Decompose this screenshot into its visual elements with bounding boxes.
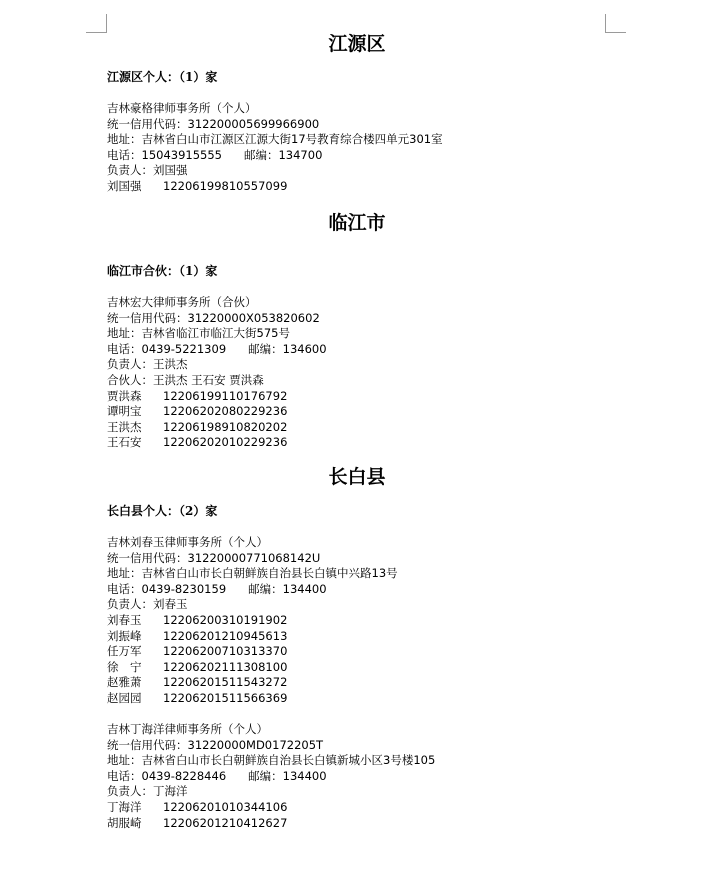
member-name: 徐 宁 (107, 659, 142, 674)
firm-address: 地址：吉林省白山市长白朝鲜族自治县长白镇中兴路13号 (107, 566, 398, 581)
member-row (107, 389, 327, 405)
firm-postcode: 邮编：134600 (248, 341, 327, 356)
firm-principal: 负责人：丁海洋 (107, 784, 188, 799)
firm-address: 地址：吉林省临江市临江大街575号 (107, 326, 290, 341)
page-corner-mark-top-left (86, 14, 107, 33)
firm-block-dinghaiyang (107, 722, 435, 831)
member-row (107, 613, 398, 629)
firm-contact (107, 148, 443, 164)
member-name: 任万军 (107, 644, 142, 659)
member-name: 刘春玉 (107, 612, 142, 627)
firm-principal: 负责人：刘国强 (107, 163, 188, 178)
section-heading-jiangyuan: 江源区 (328, 33, 386, 55)
member-id: 12206199810557099 (163, 178, 288, 193)
member-id: 12206201511566369 (163, 690, 288, 705)
member-id: 12206201210412627 (163, 815, 288, 830)
member-name: 谭明宝 (107, 404, 142, 419)
firm-postcode: 邮编：134400 (248, 581, 327, 596)
member-id: 12206202080229236 (163, 404, 288, 419)
member-name: 赵雅萧 (107, 675, 142, 690)
firm-phone: 电话：0439-8228446 (107, 768, 227, 783)
member-row (107, 420, 327, 436)
section-subheading-jiangyuan: 江源区个人：（1）家 (107, 70, 218, 84)
firm-phone: 电话：15043915555 (107, 147, 222, 162)
member-id: 12206201010344106 (163, 799, 288, 814)
member-row (107, 675, 398, 691)
member-name: 贾洪森 (107, 388, 142, 403)
member-row (107, 435, 327, 451)
section-subheading-linjiang: 临江市合伙：（1）家 (107, 264, 218, 278)
member-row (107, 800, 435, 816)
page-corner-mark-top-right (605, 14, 626, 33)
member-id: 12206198910820202 (163, 419, 288, 434)
firm-phone: 电话：0439-5221309 (107, 341, 227, 356)
member-row (107, 629, 398, 645)
firm-address: 地址：吉林省白山市江源区江源大街17号教育综合楼四单元301室 (107, 132, 443, 147)
firm-name: 吉林丁海洋律师事务所（个人） (107, 722, 268, 736)
firm-address: 地址：吉林省白山市长白朝鲜族自治县长白镇新城小区3号楼105 (107, 753, 436, 768)
section-heading-changbai: 长白县 (328, 466, 386, 488)
firm-postcode: 邮编：134700 (243, 147, 323, 162)
firm-credit-code: 统一信用代码：31220000MD0172205T (107, 737, 324, 752)
member-id: 12206199110176792 (163, 388, 288, 403)
member-row (107, 179, 443, 195)
firm-phone: 电话：0439-8230159 (107, 581, 227, 596)
firm-credit-code: 统一信用代码：31220000X053820602 (107, 310, 320, 325)
firm-block-haoge (107, 101, 443, 195)
firm-principal: 负责人：刘春玉 (107, 597, 188, 612)
firm-credit-code: 统一信用代码：31220000771068142U (107, 550, 321, 565)
member-id: 12206202010229236 (163, 435, 288, 450)
firm-credit-code: 统一信用代码：312200005699966900 (107, 116, 320, 131)
member-row (107, 816, 435, 832)
section-heading-linjiang: 临江市 (328, 212, 386, 234)
member-row (107, 644, 398, 660)
member-id: 12206202111308100 (163, 659, 288, 674)
firm-partners: 合伙人：王洪杰 王石安 贾洪森 (107, 372, 264, 387)
member-row (107, 660, 398, 676)
member-id: 12206201511543272 (163, 675, 288, 690)
member-name: 赵园园 (107, 690, 142, 705)
firm-principal: 负责人：王洪杰 (107, 357, 188, 372)
firm-postcode: 邮编：134400 (248, 768, 327, 783)
member-name: 王石安 (107, 435, 142, 450)
firm-block-hongda (107, 295, 327, 451)
member-row (107, 404, 327, 420)
firm-contact (107, 769, 435, 785)
member-id: 12206200310191902 (163, 612, 288, 627)
member-name: 丁海洋 (107, 799, 142, 814)
firm-block-liuchunyu (107, 535, 398, 707)
member-name: 刘国强 (107, 178, 142, 193)
firm-contact (107, 582, 398, 598)
member-id: 12206201210945613 (163, 628, 288, 643)
member-name: 胡服崎 (107, 815, 142, 830)
member-name: 王洪杰 (107, 419, 142, 434)
member-id: 12206200710313370 (163, 644, 288, 659)
firm-name: 吉林刘春玉律师事务所（个人） (107, 535, 268, 549)
firm-name: 吉林豪格律师事务所（个人） (107, 101, 257, 115)
firm-name: 吉林宏大律师事务所（合伙） (107, 295, 257, 309)
section-subheading-changbai: 长白县个人：（2）家 (107, 504, 218, 518)
member-row (107, 691, 398, 707)
firm-contact (107, 342, 327, 358)
member-name: 刘振峰 (107, 628, 142, 643)
